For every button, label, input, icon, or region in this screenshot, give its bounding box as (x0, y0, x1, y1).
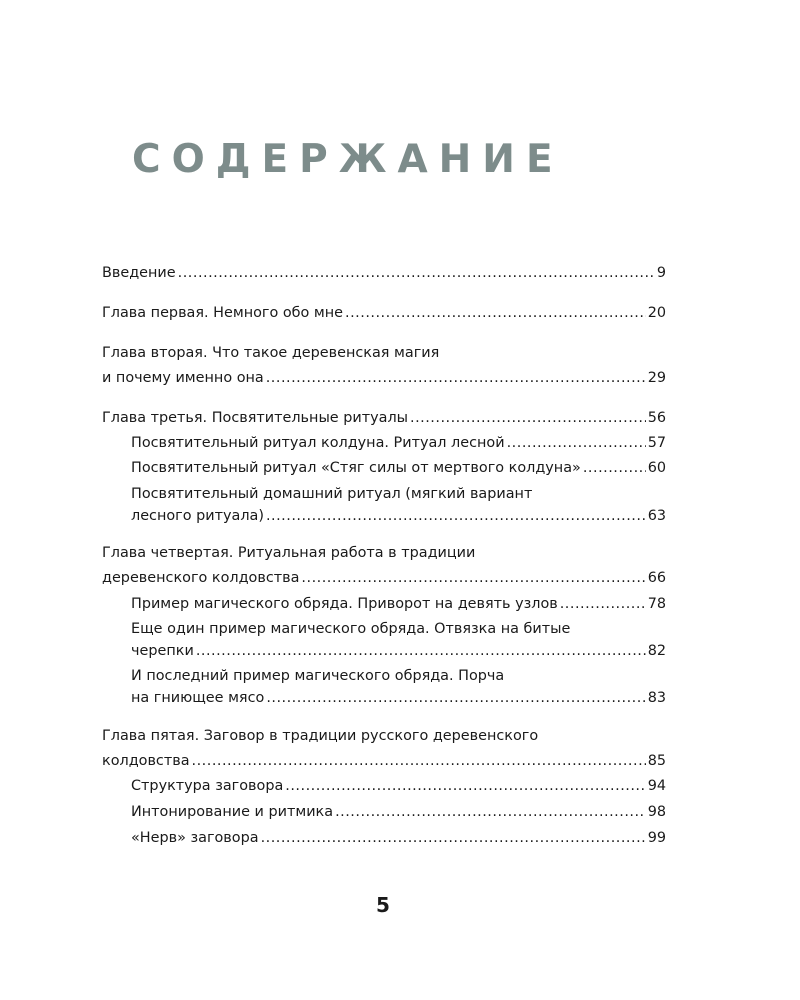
toc-entry-title: Глава третья. Посвятительные ритуалы (102, 410, 408, 426)
page-number: 5 (376, 893, 390, 917)
dot-leader (261, 827, 646, 849)
toc-entry-page: 94 (647, 778, 666, 794)
toc-entry-page: 78 (647, 596, 666, 612)
toc-entry-page: 9 (656, 265, 666, 281)
toc-entry-page: 63 (647, 508, 666, 524)
toc-entry-chapter-5-line1: Глава пятая. Заговор в традиции русского деревенского (102, 728, 539, 744)
toc-subentry[interactable] (131, 457, 666, 479)
toc-entry-chapter-3[interactable] (102, 407, 666, 429)
toc-entry-page: 66 (647, 570, 666, 586)
toc-entry-title: Глава первая. Немного обо мне (102, 305, 344, 321)
dot-leader (335, 801, 646, 823)
dot-leader (560, 593, 646, 615)
dot-leader (345, 302, 646, 324)
toc-entry-chapter-5[interactable] (102, 750, 666, 772)
dot-leader (583, 457, 646, 479)
toc-subentry-line1: Посвятительный домашний ритуал (мягкий вариант (131, 486, 533, 502)
toc-entry-title: Посвятительный ритуал «Стяг силы от мертвого колдуна» (131, 460, 581, 476)
toc-subentry[interactable] (131, 801, 666, 823)
toc-entry-chapter-1[interactable] (102, 302, 666, 324)
toc-entry-title: Интонирование и ритмика (131, 804, 334, 820)
toc-entry-chapter-4[interactable] (102, 567, 666, 589)
dot-leader (196, 640, 646, 662)
toc-subentry[interactable] (131, 687, 666, 709)
toc-heading: СОДЕРЖАНИЕ (132, 137, 564, 182)
toc-entry-page: 99 (647, 830, 666, 846)
dot-leader (266, 687, 645, 709)
toc-subentry-line1: И последний пример магического обряда. Порча (131, 668, 505, 684)
toc-entry-page: 82 (647, 643, 666, 659)
toc-entry-title: черепки (131, 643, 194, 659)
toc-subentry[interactable] (131, 593, 666, 615)
toc-entry-page: 56 (647, 410, 666, 426)
toc-entry-introduction[interactable] (102, 262, 666, 284)
toc-subentry[interactable] (131, 640, 666, 662)
toc-entry-page: 20 (647, 305, 666, 321)
toc-entry-title: лесного ритуала) (131, 508, 264, 524)
toc-entry-chapter-4-line1: Глава четвертая. Ритуальная работа в традиции (102, 545, 476, 561)
dot-leader (285, 775, 645, 797)
toc-subentry[interactable] (131, 505, 666, 527)
toc-entry-page: 60 (647, 460, 666, 476)
toc-subentry[interactable] (131, 432, 666, 454)
dot-leader (178, 262, 655, 284)
toc-entry-page: 57 (647, 435, 666, 451)
toc-entry-chapter-2-line1: Глава вторая. Что такое деревенская магия (102, 345, 440, 361)
toc-entry-page: 29 (647, 370, 666, 386)
dot-leader (266, 505, 646, 527)
toc-subentry-line1: Еще один пример магического обряда. Отвязка на битые (131, 621, 571, 637)
toc-entry-title: на гниющее мясо (131, 690, 265, 706)
dot-leader (301, 567, 645, 589)
toc-entry-title: деревенского колдовства (102, 570, 300, 586)
toc-entry-title: «Нерв» заговора (131, 830, 259, 846)
dot-leader (410, 407, 646, 429)
dot-leader (266, 367, 646, 389)
toc-entry-title: Структура заговора (131, 778, 284, 794)
toc-entry-title: и почему именно она (102, 370, 264, 386)
toc-subentry[interactable] (131, 775, 666, 797)
toc-subentry[interactable] (131, 827, 666, 849)
dot-leader (192, 750, 646, 772)
toc-entry-title: Введение (102, 265, 176, 281)
toc-entry-chapter-2[interactable] (102, 367, 666, 389)
toc-entry-page: 85 (647, 753, 666, 769)
toc-entry-page: 98 (647, 804, 666, 820)
toc-entry-title: колдовства (102, 753, 190, 769)
toc-entry-title: Посвятительный ритуал колдуна. Ритуал лесной (131, 435, 505, 451)
toc-entry-page: 83 (647, 690, 666, 706)
toc-entry-title: Пример магического обряда. Приворот на девять узлов (131, 596, 558, 612)
dot-leader (507, 432, 646, 454)
